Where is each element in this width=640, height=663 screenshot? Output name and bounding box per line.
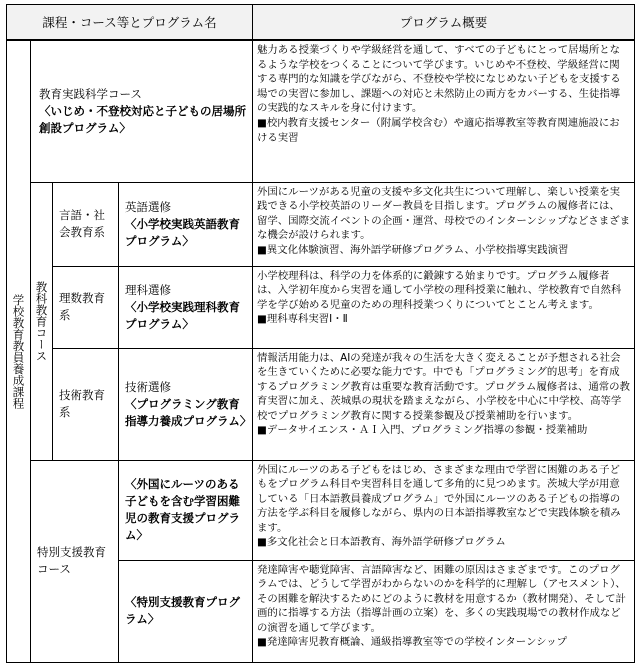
course-name: 特別支援教育コース <box>31 460 119 662</box>
program-name: 〈プログラミング教育指導力養成プログラム〉 <box>125 396 252 428</box>
table-row <box>7 40 635 182</box>
program-table <box>6 4 635 663</box>
course-name: 教育実践科学コース <box>39 86 142 101</box>
program-name: 〈特別支援教育プログラム〉 <box>125 595 240 626</box>
header-row <box>7 5 635 41</box>
course-name: 言語・社会教育系 <box>53 182 119 266</box>
program-cell <box>119 182 253 266</box>
description-note: ■異文化体験演習、海外語学研修プログラム、小学校指導実践演習 <box>257 243 569 256</box>
program-name: 〈小学校実践理科教育プログラム〉 <box>125 299 240 331</box>
description-text: 魅力ある授業づくりや学級経営を通して、すべての子どもにとって居場所となるような学校をつくることについて学びます。いじめや不登校、学級経営に関する専門的な知識を学びながら、不登校や学校になじめない子どもを支援する場での実習に参加し、課題への対応と未然防止の両方をカバーする、生徒指導の実践的なスキルを身に付けます。 <box>257 44 621 115</box>
sub-title: 理科選修 <box>125 282 171 297</box>
kyoka-course-label: 教科教育コース <box>31 182 53 460</box>
table-row <box>7 460 635 560</box>
program-cell <box>119 560 253 662</box>
description-text: 小学校理科は、科学の力を体系的に鍛錬する始まりです。プログラム履修者は、入学初年度から実習を通して小学校の理科授業に触れ、学校教育で自然科学を学び始める児童のための理科授業つくりについてとことん考えます。 <box>257 269 622 311</box>
description-note: ■多文化社会と日本語教育、海外語学研修プログラム <box>257 536 506 549</box>
table-row <box>7 348 635 460</box>
description-note: ■理科専科実習Ⅰ・Ⅱ <box>257 313 348 326</box>
description-cell <box>253 560 635 662</box>
description-note: ■校内教育支援センター（附属学校含む）や適応指導教室等教育関連施設における実習 <box>257 116 620 144</box>
header-left: 課程・コース等とプログラム名 <box>7 5 253 41</box>
program-cell <box>119 266 253 348</box>
outer-course-label: 学校教育教員養成課程 <box>7 40 31 663</box>
description-text: 外国にルーツのある子どもをはじめ、さまざまな理由で学習に困難のある子どもをプログラム科目や実習科目を通して多角的に見つめます。茨城大学が用意している「日本語教員養成プログラム」で外国にルーツのある子どもの指導の方法を学ぶ科目を履修しながら、県内の日本語指導教室などで実践体験を積みます。 <box>257 463 621 534</box>
course-cell <box>31 40 253 182</box>
description-cell <box>253 348 635 460</box>
program-cell <box>119 460 253 560</box>
description-cell <box>253 40 635 182</box>
description-text: 情報活用能力は、AIの発達が我々の生活を大きく変えることが予想される社会を生きていくために必要な能力です。中でも「プログラミング的思考」を育成するプログラミング教育は重要な教育活動です。プログラム履修者は、通常の教育実習に加え、茨城県の現状を踏まえながら、小学校を中心に中学校、高等学校でプログラミング教育に関する授業参観及び授業補助を行います。 <box>257 351 630 422</box>
description-text: 外国にルーツがある児童の支援や多文化共生について理解し、楽しい授業を実践できる小学校英語のリーダー教員を目指します。プログラムの履修者には、留学、国際交流イベントの企画・運営、母校でのインターンシップなどさまざまな機会が設けられます。 <box>257 185 630 242</box>
description-note: ■発達障害児教育概論、通級指導教室等での学校インターンシップ <box>257 636 568 649</box>
course-name: 技術教育系 <box>53 348 119 460</box>
program-name: 〈小学校実践英語教育プログラム〉 <box>125 216 240 248</box>
sub-title: 英語選修 <box>125 199 171 214</box>
description-cell <box>253 182 635 266</box>
description-note: ■データサイエンス・ＡＩ入門、プログラミング指導の参観・授業補助 <box>257 424 588 437</box>
program-name: 〈いじめ・不登校対応と子どもの居場所創設プログラム〉 <box>39 103 246 135</box>
description-cell <box>253 266 635 348</box>
program-name: 〈外国にルーツのある子どもを含む学習困難児の教育支援プログラム〉 <box>125 477 240 542</box>
header-right: プログラム概要 <box>253 5 635 41</box>
sub-title: 技術選修 <box>125 379 171 394</box>
table-row <box>7 266 635 348</box>
description-cell <box>253 460 635 560</box>
description-text: 発達障害や聴覚障害、言語障害など、困難の原因はさまざまです。このプログラムでは、どうして学習がわからないのかを科学的に理解し（アセスメント）、その困難を解決するためにどのように教材を用意するか（教材開発）、そして計画的に指導する方法（指導計画の立案）を、多くの実践現場での教材作成などの演習を通して学びます。 <box>257 563 626 634</box>
table-row <box>7 182 635 266</box>
program-cell <box>119 348 253 460</box>
course-name: 理数教育系 <box>53 266 119 348</box>
